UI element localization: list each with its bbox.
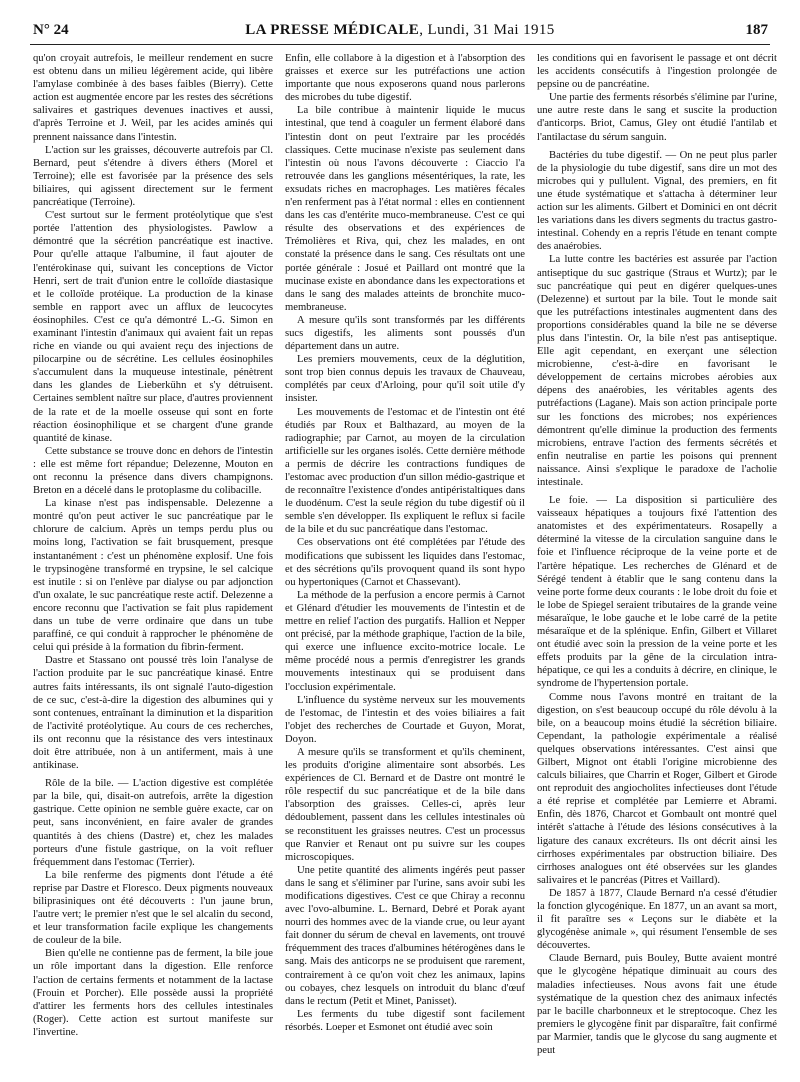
paragraph: Cette substance se trouve donc en dehors de l'intestin : elle est même fort répandue; Delezenne, Mouton en ont reconnu la présence dans divers champignons. Breton en a décelé dans le protoplasme du colibacille.	[33, 445, 273, 497]
paragraph: les conditions qui en favorisent le passage et ont décrit les accidents consécutifs à l'ingestion prolongée de pepsine ou de pancréatine.	[537, 53, 777, 91]
paragraph: qu'on croyait autrefois, le meilleur rendement en sucre est obtenu dans un milieu légèrement acide, qui libère l'amylase combinée à des bases faibles (Bierry). Cette action est augmentée encore par les restes des sécrétions salivaires et gastriques devenues inactives et aussi, d'après Terroine et J. Weil, par les acides aminés qui prennent naissance dans l'intestin.	[33, 53, 273, 143]
paragraph: Comme nous l'avons montré en traitant de la digestion, on s'est beaucoup occupé du rôle dévolu à la bile, on a beaucoup moins étudié la sécrétion biliaire. Cependant, la pathologie expérimentale a réalisé quelques observations intéressantes. C'est ainsi que Gilbert, Mignot ont établi l'origine microbienne des calculs biliaires, que Charrin et Roger, Gilbert et Girode ont reproduit des angiocholites infectieuses dont l'étude a été reprise et complétée par Lemierre et Abrami. Enfin, dès 1876, Charcot et Gombault ont montré quel intérêt s'attache à l'étude des lésions consécutives à la ligature des canaux excréteurs. Ils ont décrit ainsi les cirrhoses expérimentales par obstruction biliaire. Des cirrhoses analogues ont été observées sur les glandes salivaires et le pancréas (Pitres et Vaillard).	[537, 691, 777, 886]
paragraph: L'action sur les graisses, découverte autrefois par Cl. Bernard, peut s'étendre à divers éthers (Morel et Terroine); elle est favorisée par la présence des sels biliaires, qui agissent directement sur le ferment pancréatique (Terroine).	[33, 144, 273, 209]
text-column-2	[285, 52, 525, 1072]
paragraph: Claude Bernard, puis Bouley, Butte avaient montré que le glycogène hépatique diminuait au cours des maladies infectieuses. Nous avons fait une étude systématique de la question chez des animaux infectés par le bacille charbonneux et le streptocoque. Chez les premiers le glycogène finit par disparaître, fait confirmé par Marmier, tandis que le glycose du sang augmente et peut	[537, 953, 777, 1057]
paragraph: Les premiers mouvements, ceux de la déglutition, sont trop bien connus depuis les travaux de Chauveau, complétés par ceux d'Arloing, pour qu'il soit utile d'y insister.	[285, 354, 525, 405]
journal-name: LA PRESSE MÉDICALE	[245, 22, 420, 38]
paragraph: L'influence du système nerveux sur les mouvements de l'estomac, de l'intestin et des voies biliaires a fait l'objet des recherches de Courtade et Guyon, Morat, Doyon.	[285, 694, 525, 745]
paragraph: La lutte contre les bactéries est assurée par l'action antiseptique du suc gastrique (Straus et Wurtz); par le suc pancréatique qui peut en digérer quelques-unes (Delezenne) et surtout par la bile. Tout le monde sait que les putréfactions intestinales augmentent dans des proportions considérables quand la bile ne se déverse plus dans l'intestin. Or, la bile n'est pas antiseptique. Elle agit cependant, en exerçant une sélection microbienne, c'est-à-dire en favorisant le développement de certains microbes aérobies aux dépens des anaérobies, les véritables agents des putréfactions (Lagane). Mais son action principale porte sur les fonctions des microbes; nos expériences démontrent qu'elle diminue la production des ferments microbiens, entrave l'action des ferments sécrétés et enfin neutralise en partie les poisons qui prennent naissance. Ainsi s'explique le paradoxe de l'acholie intestinale.	[537, 254, 777, 488]
paragraph: La bile renferme des pigments dont l'étude a été reprise par Dastre et Floresco. Deux pigments nouveaux biliprasiniques ont été découverts : l'un jaune brun, l'autre vert; le premier n'est que le sel alcalin du second, et leur transformation facile explique les changements de couleur de la bile.	[33, 869, 273, 947]
paragraph: Une partie des ferments résorbés s'élimine par l'urine, une autre reste dans le sang et suscite la production d'anticorps. Briot, Camus, Gley ont étudié l'antilab et l'antilactase du sérum sanguin.	[537, 92, 777, 143]
issue-date: , Lundi, 31 Mai 1915	[419, 22, 555, 38]
text-column-3	[537, 52, 777, 1072]
running-header	[30, 22, 770, 44]
paragraph: La kinase n'est pas indispensable. Delezenne a montré qu'on peut activer le suc pancréatique par le chlorure de calcium. Après un temps perdu plus ou moins long, l'activation se fait brusquement, presque instantanément : c'est un phénomène explosif. Une fois le trypsinogène transformé en trypsine, le sel calcique est inutile : si on l'enlève par dialyse ou par adjonction d'un oxalate, le suc pancréatique reste actif. Delezenne a encore reconnu que l'activation se fait plus rapidement dans un tube de verre ordinaire que dans un tube paraffiné, ce qui conduit à rapprocher le phénomène de celui qui préside à la formation du fibrin-ferment.	[33, 498, 273, 654]
paragraph: De 1857 à 1877, Claude Bernard n'a cessé d'étudier la fonction glycogénique. En 1877, un an avant sa mort, il fit paraître ses « Leçons sur le diabète et la glycogénèse animale », qui résument l'ensemble de ses découvertes.	[537, 887, 777, 952]
section-paragraph-foie: Le foie. — La disposition si particulière des vaisseaux hépatiques a toujours fixé l'attention des anatomistes et des expérimentateurs. Rosapelly a déterminé la vitesse de la circulation sanguine dans le foie et l'influence réciproque de la veine porte et de l'artère hépatique. Les recherches de Glénard et de Sérégé tendent à établir que le sang contenu dans la veine porte forme deux courants : le lobe droit du foie et le lobe de Spiegel seraient tributaires de la grande veine mésaraïque, le lobe gauche et le lobe carré de la petite mésaraïque et de la splénique. Enfin, Gilbert et Villaret ont étudié avec soin la pression de la veine porte et les effets produits par la gêne de la circulation intra-hépatique, ce qui les a conduits à décrire, en clinique, le syndrome de l'hypertension portale.	[537, 495, 777, 690]
journal-title-line	[30, 22, 770, 39]
paragraph: Ces observations ont été complétées par l'étude des modifications que subissent les liquides dans l'estomac, et des sécrétions qu'ils provoquent quand ils sont hypo ou hypertoniques (Carnot et Chassevant).	[285, 537, 525, 588]
paragraph: Bien qu'elle ne contienne pas de ferment, la bile joue un rôle important dans la digestion. Elle renforce l'action de certains ferments et notamment de la lactase (Frouin et Porcher). Elle possède aussi la propriété d'attirer les ferments hors des cellules intestinales (Roger). Cette action est surtout manifeste sur l'invertine.	[33, 948, 273, 1038]
paragraph: Les mouvements de l'estomac et de l'intestin ont été étudiés par Roux et Balthazard, au moyen de la radiographie; par Carnot, au moyen de la circulation artificielle sur les organes isolés. Cette dernière méthode a permis de décrire les contractions fundiques de l'estomac avec production d'un sillon médio-gastrique et de reconnaître l'existence d'ondes antipéristaltiques dans le duodénum. C'est la seule région du tube digestif où il semble s'en développer. Ils expliquent le reflux si facile de la bile et du suc pancréatique dans l'estomac.	[285, 406, 525, 536]
page-number: 187	[745, 22, 768, 38]
section-paragraph-bacteries: Bactéries du tube digestif. — On ne peut plus parler de la physiologie du tube digestif, sans dire un mot des microbes qui y pullulent. Vignal, des premiers, en fit une étude systématique et s'attacha à déterminer leur action sur les aliments. Gilbert et Dominici en ont décrit les variations dans les divers segments du tractus gastro-intestinal. Cohendy en a repris l'étude en tenant compte des anaérobies.	[537, 149, 777, 253]
section-paragraph-bile: Rôle de la bile. — L'action digestive est complétée par la bile, qui, disait-on autrefois, arrête la digestion gastrique. Cette opinion ne semble guère exacte, car on peut, sans inconvénient, en faire avaler de grandes quantités à des chiens (Dastre) et, chez les malades porteurs d'une fistule gastrique, on la voit refluer fréquemment dans l'estomac (Terrier).	[33, 778, 273, 868]
paragraph: A mesure qu'ils sont transformés par les différents sucs digestifs, les aliments sont poussés d'un département dans un autre.	[285, 314, 525, 353]
paragraph: Dastre et Stassano ont poussé très loin l'analyse de l'action produite par le suc pancréatique kinasé. Entre autres faits intéressants, ils ont signalé l'auto-digestion de ce suc, c'est-à-dire la digestion des albumines qui y sont contenues, entraînant la diminution et la disparition de l'activité protéolytique. Au cours de ces recherches, ils ont reconnu que la résistance des vers intestinaux doit être attribuée, non à un antiferment, mais à une antikinase.	[33, 655, 273, 772]
paragraph: La méthode de la perfusion a encore permis à Carnot et Glénard d'étudier les mouvements de l'intestin et de mettre en relief l'action des purgatifs. Hallion et Nepper ont précisé, par la méthode graphique, l'action de la bile, qui exerce une influence excito-motrice locale. Le même procédé nous a permis d'enregistrer les grands mouvements intestinaux qui se produisent dans l'occlusion expérimentale.	[285, 589, 525, 693]
paragraph: Les ferments du tube digestif sont facilement résorbés. Loeper et Esmonet ont étudié avec soin	[285, 1008, 525, 1033]
issue-number: N° 24	[33, 22, 69, 38]
paragraph: La bile contribue à maintenir liquide le mucus intestinal, que tend à coaguler un ferment élaboré dans l'intestin dont on peut l'extraire par les procédés classiques. Cette mucinase n'existe pas seulement dans l'intestin où nous l'avons découverte : Ciaccio l'a retrouvée dans les ganglions mésentériques, la rate, les exsudats riches en macrophages. Les matières fécales n'en renferment pas à l'état normal : elles en contiennent dans les cas d'entérite muco-membraneuse. C'est ce qui résulte des observations et des expériences de Trémolières et Riva, qui, chez les malades, en ont constaté la présence dans le sang. Ces résultats ont une portée générale : Josué et Paillard ont montré que la mucinase existe en abondance dans les expectorations et dans le sang des malades atteints de bronchite muco-membraneuse.	[285, 105, 525, 313]
paragraph: C'est surtout sur le ferment protéolytique que s'est portée l'attention des physiologistes. Pawlow a démontré que la sécrétion pancréatique est inactive. Pour qu'elle attaque l'albumine, il faut ajouter de l'entérokinase qui, suivant les conceptions de Victor Henri, sert de trait d'union entre le colloïde diastasique et le colloïde protéique. La production de la kinase semble en rapport avec un afflux de leucocytes éosinophiles. C'est ce qu'a démontré L.-G. Simon en examinant l'intestin d'animaux qui avaient fait un repas riche en viande ou qui avaient reçu des injections de pilocarpine ou de sécrétine. Les cellules éosinophiles s'accumulent dans la muqueuse intestinale, pénètrent dans les glandes de Lieberkühn et s'y détruisent. Certaines semblent naître sur place, d'autres proviennent de la rate et de la moelle osseuse qui sont en forte réaction éosinophilique et se chargent d'une grande quantité de kinase.	[33, 210, 273, 444]
paragraph: Enfin, elle collabore à la digestion et à l'absorption des graisses et exerce sur les putréfactions une action importante que nous exposerons quand nous parlerons des microbes du tube digestif.	[285, 53, 525, 104]
paragraph: Une petite quantité des aliments ingérés peut passer dans le sang et s'éliminer par l'urine, sans avoir subi les modifications digestives. C'est ce que Chiray a reconnu avec l'ovo-albumine. L. Bernard, Debré et Porak ayant nourri des hommes avec de la viande crue, ou leur ayant fait donner du sérum de cheval en lavements, ont trouvé fréquemment des traces d'albumines hétérogènes dans le sang. Mais des anticorps ne se produisent que rarement, contrairement à ce qu'on voit chez les animaux, lapins ou cobayes, chez lesquels on introduit du blanc d'œuf dans le rectum (Petit et Minet, Panisset).	[285, 864, 525, 1007]
text-column-1	[33, 52, 273, 1072]
paragraph: A mesure qu'ils se transforment et qu'ils cheminent, les produits d'origine alimentaire sont absorbés. Les expériences de Cl. Bernard et de Dastre ont montré le rôle respectif du suc pancréatique et de la bile dans l'absorption des graisses. Celles-ci, après leur dédoublement, passent dans les cellules intestinales où se reconstituent les graisses neutres. C'est un processus que Ranvier et Renaut ont pu suivre sur les coupes microscopiques.	[285, 746, 525, 863]
header-rule	[30, 44, 770, 45]
